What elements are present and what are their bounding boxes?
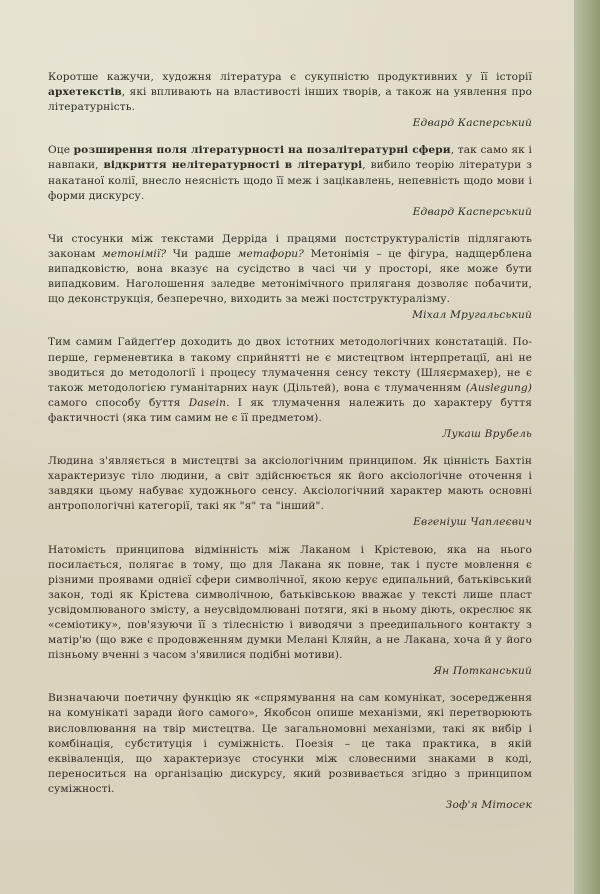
- text-run: Оце: [48, 144, 74, 157]
- quote-block: [48, 232, 532, 324]
- text-run: Визначаючи поетичну функцію як «спрямування на сам комунікат, зосередження на комунікаті заради його самого», Якобсон опише механізми, які перетворюють висловлювання на твір мистецтва. Це загальномовні механізми, такі як вибір і комбінація, субституція і суміжність. Поезія – це така практика, в якій еквіваленція, що характеризує стосунки між словесними знаками в коді, переноситься на організацію дискурсу, який розвивається згідно з принципом суміжності.: [48, 692, 532, 795]
- text-run: Коротше кажучи, художня література є сукупністю продуктивних у її історії: [48, 71, 532, 83]
- quote-text: [48, 335, 532, 426]
- quote-block: [48, 454, 532, 530]
- quote-author: Евгеніуш Чаплеєвич: [413, 516, 532, 529]
- quote-author: Едвард Касперський: [412, 205, 532, 218]
- quote-text: [48, 70, 532, 115]
- quote-block: [48, 70, 532, 131]
- text-run: самого способу буття: [48, 396, 189, 409]
- emphasis-bold: архетекстів: [48, 86, 122, 99]
- text-run: , які впливають на властивості інших творів, а також на уявлення про літературність.: [48, 86, 532, 114]
- quote-block: [48, 335, 532, 442]
- quote-block: [48, 691, 532, 813]
- text-run: . І як тлумачення належить до характеру буття фактичності (яка тим самим не є її предметом).: [48, 396, 532, 424]
- quote-text: [48, 143, 532, 203]
- spine-edge: [574, 0, 600, 894]
- quote-author: Лукаш Врубель: [442, 427, 532, 440]
- text-run: , вибило теорію літератури з накатаної колії, внесло неясність щодо її меж і зацікавлень, непевність щодо мови і форми дискурсу.: [48, 159, 533, 202]
- emphasis-italic: метафори?: [237, 247, 304, 260]
- text-run: Людина з'являється в мистецтві за аксіологічним принципом. Як цінність Бахтін характеризує тіло людини, а світ здійснюється як його аксіологічне оточення і завдяки цьому набуває художнього сенсу. Аксіологічний характер мають основні антропологічні категорії, такі як "я" та "інший".: [48, 455, 532, 513]
- quote-text: [48, 543, 532, 664]
- emphasis-italic: (Auslegung): [465, 381, 532, 394]
- quote-author: Едвард Касперський: [412, 117, 532, 130]
- emphasis-bold: відкриття нелітературності в літературі: [103, 159, 363, 172]
- text-run: Метонімія – це фігура, надщерблена випадковістю, вона вказує на сусідство в часі чи у просторі, яке може бути випадковим. Наголошення заледве метонімічного приляганя дозволяє побачити, що деконструкція, безперечно, виходить за межі постструктуралізму.: [48, 247, 533, 306]
- text-run: Тим самим Гайдеґґер доходить до двох істотних методологічних констатацій. По-перше, герменевтика в такому сприйнятті не є мистецтвом інтерпретації, ані не зводиться до методології і процесу тлумачення сенсу тексту (Шляєрмахер), не є також методологією гуманітарних наук (Дільтей), вона є тлумаченням: [48, 336, 532, 394]
- quote-text: [48, 454, 532, 514]
- emphasis-bold: розширення поля літературності на позалітературні сфери: [73, 144, 451, 157]
- quote-author: Ян Потканський: [433, 665, 532, 678]
- quote-block: [48, 543, 532, 680]
- quote-author: Міхал Мругальський: [412, 309, 532, 322]
- emphasis-italic: Dasein: [188, 396, 227, 409]
- quotes-list: [48, 70, 532, 825]
- text-run: Чи стосунки між текстами Дерріда і працями постструктуралістів підлягають законам: [48, 232, 532, 260]
- text-run: , так само як і навпаки,: [48, 144, 532, 172]
- quote-text: [48, 691, 532, 797]
- quote-author: Зоф'я Мітосек: [445, 799, 532, 812]
- text-run: Чи радше: [166, 247, 238, 260]
- quote-block: [48, 143, 532, 219]
- text-run: Натомість принципова відмінність між Лаканом і Крістевою, яка на нього посилається, полягає в тому, що для Лакана як повне, так і пусте мовлення є різними проявами однієї сфери символічної, якою керує едипальний, батьківський закон, тоді як Крістева символічною, батьківською вважає у тексті лише пласт усвідомлюваного змісту, а неусвідомлювані потяги, які в ньому діють, окреслює як «семіотику», пов'язуючи її з тілесністю і виводячи з преедипального контакту з матір'ю (що вже є продовженням думки Мелані Кляйн, а не Лакана, хоча й у його пізньому вченні з часом з'явилися подібні мотиви).: [48, 543, 532, 662]
- quote-text: [48, 232, 532, 307]
- emphasis-italic: метонімії?: [102, 247, 167, 260]
